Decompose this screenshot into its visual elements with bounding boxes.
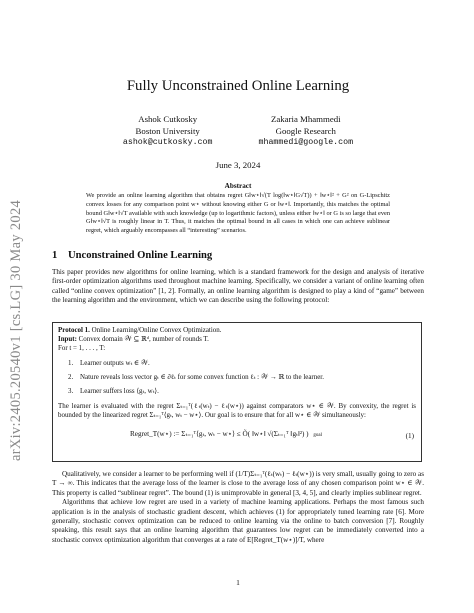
arxiv-stamp: arXiv:2405.20540v1 [cs.LG] 30 May 2024 — [8, 199, 25, 461]
regret-equation — [58, 424, 416, 450]
step-number: 2. — [68, 372, 74, 381]
abstract-text: We provide an online learning algorithm that obtains regret G‖w⋆‖√(T log(‖w⋆‖G√T)) + ‖w⋆‖² + G² on G-Lipschitz convex losses for any comparison point w⋆ without knowing either G or ‖w⋆‖. Importantly, this matches the optimal bound G‖w⋆‖√T available with such knowledge (up to logarithmic factors), unless either ‖w⋆‖ or G is so large that even G‖w⋆‖√T is roughly linear in T. Thus, it matches the optimal bound in all cases in which one can achieve sublinear regret, which arguably encompasses all “interesting” scenarios. — [86, 192, 390, 234]
equation-number: (1) — [405, 431, 414, 440]
author-email[interactable]: mhammedi@google.com — [258, 138, 354, 147]
step-number: 3. — [68, 387, 74, 396]
protocol-caption — [58, 326, 416, 335]
abstract-heading: Abstract — [224, 182, 252, 190]
paper-title: Fully Unconstrained Online Learning — [126, 78, 350, 94]
author-email[interactable]: ashok@cutkosky.com — [122, 138, 213, 147]
protocol-step — [68, 387, 416, 396]
step-text: Nature reveals loss vector gₜ ∈ ∂ℓₜ for some convex function ℓₜ : 𝒲 → ℝ to the learner. — [80, 372, 324, 381]
page-number: 1 — [236, 578, 240, 587]
section-number: 1 — [52, 250, 58, 261]
author-name: Zakaria Mhammedi — [270, 114, 341, 124]
step-number: 1. — [68, 358, 74, 367]
protocol-input — [58, 335, 416, 344]
intro-paragraph: This paper provides new algorithms for online learning, which is a standard framework for the design and analysis of iterative first-order optimization algorithms used throughout machine learning. Specifically, we consider a variant of online learning often called “online convex optimization” [1, 2]. Formally, an online learning algorithm is designed to play a kind of “game” between the learning algorithm and the environment, which we can describe using the following protocol: — [52, 268, 424, 305]
protocol-caption-text: Online Learning/Online Convex Optimization. — [91, 326, 222, 334]
equation-text: Regret_T(w⋆) := Σₜ₌₁ᵀ⟨gₜ, wₜ − w⋆⟩ ≤ Õ( ‖w⋆‖ √(Σₜ₌₁ᵀ ‖gₜ‖²) ) — [130, 429, 309, 438]
author-block — [52, 114, 424, 149]
protocol-input-text: Convex domain 𝒲 ⊆ ℝᵈ, number of rounds T. — [78, 335, 209, 344]
post-protocol-text — [52, 470, 424, 545]
protocol-box — [52, 322, 422, 462]
author-1 — [123, 114, 213, 149]
protocol-caption-label: Protocol 1. — [58, 326, 90, 334]
paper-date: June 3, 2024 — [215, 160, 261, 170]
section-title: Unconstrained Online Learning — [68, 250, 213, 261]
protocol-input-label: Input: — [58, 335, 77, 344]
protocol-step — [68, 359, 416, 368]
author-affiliation: Boston University — [135, 125, 200, 136]
protocol-step — [68, 373, 416, 382]
author-name: Ashok Cutkosky — [138, 114, 198, 124]
equation-body — [130, 430, 322, 440]
equation-goal-label: goal — [313, 432, 322, 438]
paragraph: Qualitatively, we consider a learner to be performing well if (1/T)Σₜ₌₁ᵀ(ℓₜ(wₜ) − ℓₜ(w⋆)) is very small, usually going to zero as T → ∞. This indicates that the average loss of the learner is close to the average loss of any chosen comparison point w⋆ ∈ 𝒲. This property is called “sublinear regret”. The bound (1) is unimprovable in general [3, 4, 5], and clearly implies sublinear regret. — [52, 470, 424, 497]
step-text: Learner suffers loss ⟨gₜ, wₜ⟩. — [80, 387, 159, 396]
step-text: Learner outputs wₜ ∈ 𝒲. — [80, 358, 150, 367]
section-heading — [52, 250, 212, 261]
author-2 — [259, 114, 354, 149]
paragraph: Algorithms that achieve low regret are used in a variety of machine learning applications. Perhaps the most famous such application is in the analysis of stochastic gradient descent, which achieves (1) for appropriately tuned learning rate [6]. More generally, stochastic convex optimization can be reduced to online learning via the online to batch conversion [7]. Roughly speaking, this result says that an online learning algorithm that guarantees low regret can be immediately converted into a stochastic convex optimization algorithm that converges at a rate of E[Regret_T(w⋆)]/T, where — [52, 498, 424, 544]
regret-description: The learner is evaluated with the regret Σₜ₌₁ᵀ(ℓₜ(wₜ) − ℓₜ(w⋆)) against comparators w⋆ ∈ 𝒲. By convexity, the regret is bounded by the linearized regret Σₜ₌₁ᵀ⟨gₜ, wₜ − w⋆⟩. Our goal is to ensure that for all w⋆ ∈ 𝒲 simultaneously: — [58, 402, 416, 420]
protocol-loop: For t = 1, . . . , T: — [58, 344, 106, 353]
author-affiliation: Google Research — [275, 125, 336, 136]
